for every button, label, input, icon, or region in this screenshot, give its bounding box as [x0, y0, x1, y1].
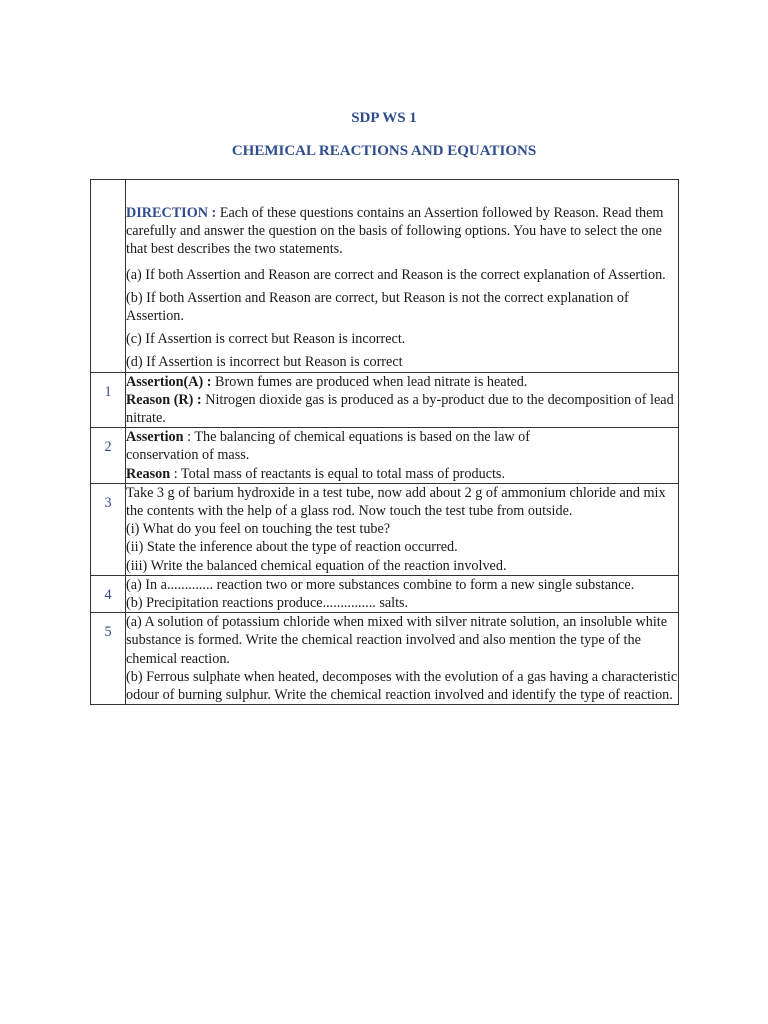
sub-question: (ii) State the inference about the type of reaction occurred.: [126, 539, 458, 556]
direction-text: Each of these questions contains an Assertion followed by Reason. Read them carefully and answer the question on the basis of following options. You have to select the one that best describes the two statements.: [126, 205, 664, 258]
option-b: (b) If both Assertion and Reason are correct, but Reason is not the correct explanation of Assertion.: [126, 289, 629, 325]
direction-num-cell: [91, 180, 126, 373]
question-text: Take 3 g of barium hydroxide in a test tube, now add about 2 g of ammonium chloride and mix the contents with the help of a glass rod. Now touch the test tube from outside.: [126, 484, 666, 520]
question-number: 3: [91, 483, 126, 575]
sub-question: (a) A solution of potassium chloride when mixed with silver nitrate solution, an insoluble white substance is formed. Write the chemical reaction involved and also mention the type of the chemical reaction.: [126, 614, 668, 667]
reason-label: Reason (R) :: [126, 391, 202, 408]
question-row-1: [91, 372, 679, 428]
assertion-label: Assertion: [126, 429, 184, 446]
assertion-line: [126, 428, 678, 464]
option-a: (a) If both Assertion and Reason are correct and Reason is the correct explanation of Assertion.: [126, 266, 666, 283]
sub-question: (b) Ferrous sulphate when heated, decomposes with the evolution of a gas having a characteristic odour of burning sulphur. Write the chemical reaction involved and identify the type of reaction.: [126, 668, 678, 704]
question-row-5: [91, 613, 679, 705]
question-number: 1: [91, 372, 126, 428]
question-1: [126, 372, 679, 428]
question-3: [126, 483, 679, 575]
question-number: 4: [91, 575, 126, 612]
assertion-label: Assertion(A) :: [126, 373, 212, 390]
reason-line: [126, 391, 678, 427]
direction-cell: [126, 180, 679, 373]
option-c: (c) If Assertion is correct but Reason is incorrect.: [126, 331, 406, 348]
chapter-title: CHEMICAL REACTIONS AND EQUATIONS: [231, 143, 537, 159]
reason-text: : Total mass of reactants is equal to total mass of products.: [170, 465, 505, 482]
direction-label: DIRECTION :: [126, 205, 217, 221]
reason-line: [126, 465, 678, 483]
reason-text: Nitrogen dioxide gas is produced as a by-product due to the decomposition of lead nitrate.: [126, 391, 674, 427]
direction-row: [91, 180, 679, 373]
question-row-4: [91, 575, 679, 612]
direction-paragraph: [126, 204, 678, 259]
question-row-3: [91, 483, 679, 575]
sub-question: (i) What do you feel on touching the test tube?: [126, 521, 391, 538]
assertion-text: : The balancing of chemical equations is based on the law of conservation of mass.: [126, 429, 530, 464]
sub-question: (iii) Write the balanced chemical equation of the reaction involved.: [126, 557, 507, 574]
sub-question: (b) Precipitation reactions produce............... salts.: [126, 595, 409, 612]
question-4: [126, 575, 679, 612]
question-table: [90, 179, 679, 705]
question-2: [126, 428, 679, 484]
sub-question: (a) In a............. reaction two or more substances combine to form a new single substance.: [126, 576, 635, 593]
worksheet-title: SDP WS 1: [351, 110, 417, 126]
question-number: 5: [91, 613, 126, 705]
reason-label: Reason: [126, 465, 171, 482]
assertion-line: [126, 373, 678, 391]
assertion-text: Brown fumes are produced when lead nitrate is heated.: [211, 373, 528, 390]
question-number: 2: [91, 428, 126, 484]
option-d: (d) If Assertion is incorrect but Reason is correct: [126, 354, 403, 371]
question-row-2: [91, 428, 679, 484]
question-5: [126, 613, 679, 705]
